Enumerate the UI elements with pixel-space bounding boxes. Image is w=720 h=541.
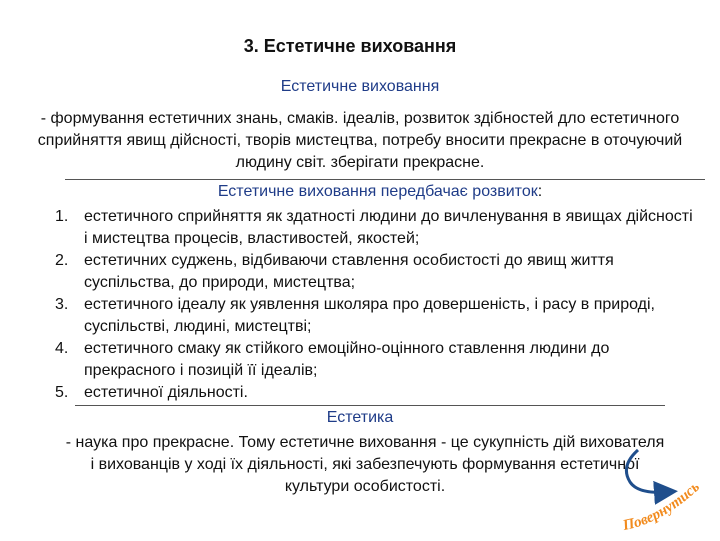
list-item-number: 4.: [55, 340, 69, 357]
list-item: [55, 206, 695, 250]
provides-heading-colon: :: [537, 183, 543, 200]
list-item-text: естетичного сприйняття як здатності людини до вичленування в явищах дійсності і мистецтва процесів, властивостей, якостей;: [84, 208, 693, 247]
list-item-number: 3.: [55, 296, 69, 313]
return-link[interactable]: [612, 448, 716, 536]
curved-arrow-icon: [626, 450, 666, 492]
list-item-text: естетичного ідеалу як уявлення школяра про довершеність, і расу в природі, суспільстві, людині, мистецтві;: [84, 296, 655, 335]
provides-heading: [0, 183, 720, 201]
development-list: [55, 206, 695, 404]
page-title: 3. Естетичне виховання: [243, 36, 457, 56]
definition-text: - формування естетичних знань, смаків. ідеалів, розвиток здібностей дло естетичного сприйняття явищ дійсності, творів мистецтва, потребу вносити прекрасне в оточуючий людину світ. зберігати прекрасне.: [37, 110, 683, 171]
list-item-number: 5.: [55, 384, 69, 401]
aesthetics-text: - наука про прекрасне. Тому естетичне виховання - це сукупність дій вихователя і вихованців у ході їх діяльності, які забезпечують формування естетичної культури особистості.: [65, 434, 665, 495]
list-item-text: естетичного смаку як стійкого емоційно-оцінного ставлення людини до прекрасного і позицій її ідеалів;: [84, 340, 610, 379]
list-item: [55, 250, 695, 294]
list-item-number: 2.: [55, 252, 69, 269]
list-item: [55, 382, 695, 404]
return-label: Повернутись: [621, 478, 703, 535]
definition-heading: Естетичне виховання: [280, 78, 440, 95]
list-item-text: естетичної діяльності.: [84, 384, 248, 401]
list-item: [55, 294, 695, 338]
divider-top: [65, 179, 705, 180]
list-item-number: 1.: [55, 208, 69, 225]
list-item: [55, 338, 695, 382]
aesthetics-heading: Естетика: [326, 409, 394, 426]
list-item-text: естетичних суджень, відбиваючи ставлення особистості до явищ життя суспільства, до природи, мистецтва;: [84, 252, 614, 291]
divider-bottom: [75, 405, 665, 406]
provides-heading-text: Естетичне виховання передбачає розвиток: [217, 183, 538, 200]
return-link-graphic: [612, 448, 716, 536]
